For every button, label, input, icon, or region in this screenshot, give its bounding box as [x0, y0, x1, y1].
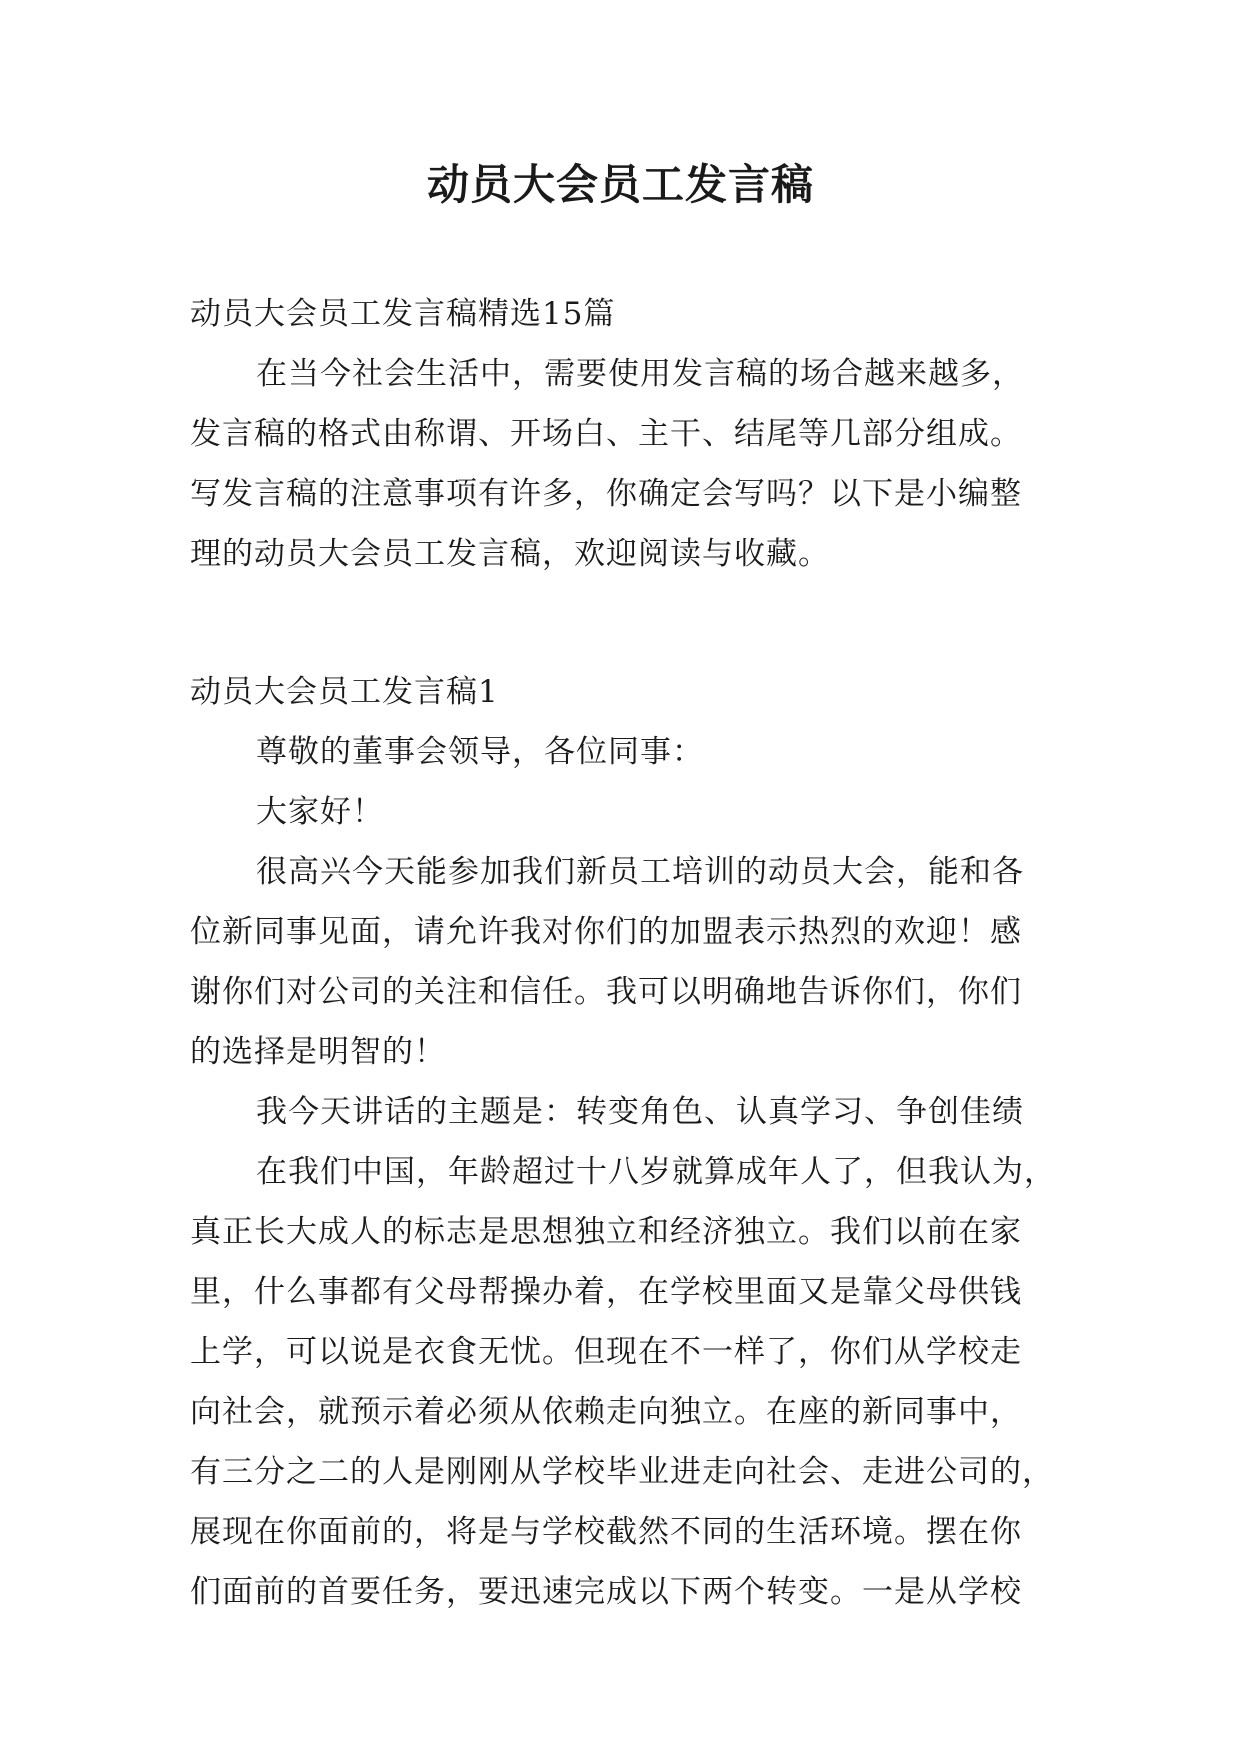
intro-line: 发言稿的格式由称谓、开场白、主干、结尾等几部分组成。 — [190, 416, 1022, 452]
paragraph-line: 有三分之二的人是刚刚从学校毕业进走向社会、走进公司的， — [190, 1454, 1054, 1490]
intro-line: 写发言稿的注意事项有许多，你确定会写吗？以下是小编整 — [190, 476, 1022, 512]
paragraph-line: 在我们中国，年龄超过十八岁就算成年人了，但我认为， — [256, 1154, 1056, 1190]
paragraph-line: 很高兴今天能参加我们新员工培训的动员大会，能和各 — [256, 854, 1024, 890]
intro-line: 理的动员大会员工发言稿，欢迎阅读与收藏。 — [190, 536, 830, 572]
salutation: 尊敬的董事会领导，各位同事： — [256, 734, 704, 770]
paragraph-line: 里，什么事都有父母帮操办着，在学校里面又是靠父母供钱 — [190, 1274, 1022, 1310]
paragraph-line: 上学，可以说是衣食无忧。但现在不一样了，你们从学校走 — [190, 1334, 1022, 1370]
document-subtitle: 动员大会员工发言稿精选15篇 — [190, 296, 616, 332]
intro-line: 在当今社会生活中，需要使用发言稿的场合越来越多， — [256, 356, 1024, 392]
greeting: 大家好！ — [256, 794, 384, 830]
section-heading: 动员大会员工发言稿1 — [190, 674, 499, 710]
document-body — [190, 284, 1060, 1622]
document-title: 动员大会员工发言稿 — [426, 160, 814, 209]
paragraph-line: 展现在你面前的，将是与学校截然不同的生活环境。摆在你 — [190, 1514, 1022, 1550]
section-spacer — [190, 584, 1060, 662]
paragraph-line: 向社会，就预示着必须从依赖走向独立。在座的新同事中， — [190, 1394, 1022, 1430]
paragraph-line: 们面前的首要任务，要迅速完成以下两个转变。一是从学校 — [190, 1574, 1022, 1610]
paragraph-line: 的选择是明智的！ — [190, 1034, 446, 1070]
paragraph-line: 谢你们对公司的关注和信任。我可以明确地告诉你们，你们 — [190, 974, 1022, 1010]
theme-line: 我今天讲话的主题是：转变角色、认真学习、争创佳绩 — [256, 1094, 1024, 1130]
paragraph-line: 位新同事见面，请允许我对你们的加盟表示热烈的欢迎！感 — [190, 914, 1022, 950]
paragraph-line: 真正长大成人的标志是思想独立和经济独立。我们以前在家 — [190, 1214, 1022, 1250]
